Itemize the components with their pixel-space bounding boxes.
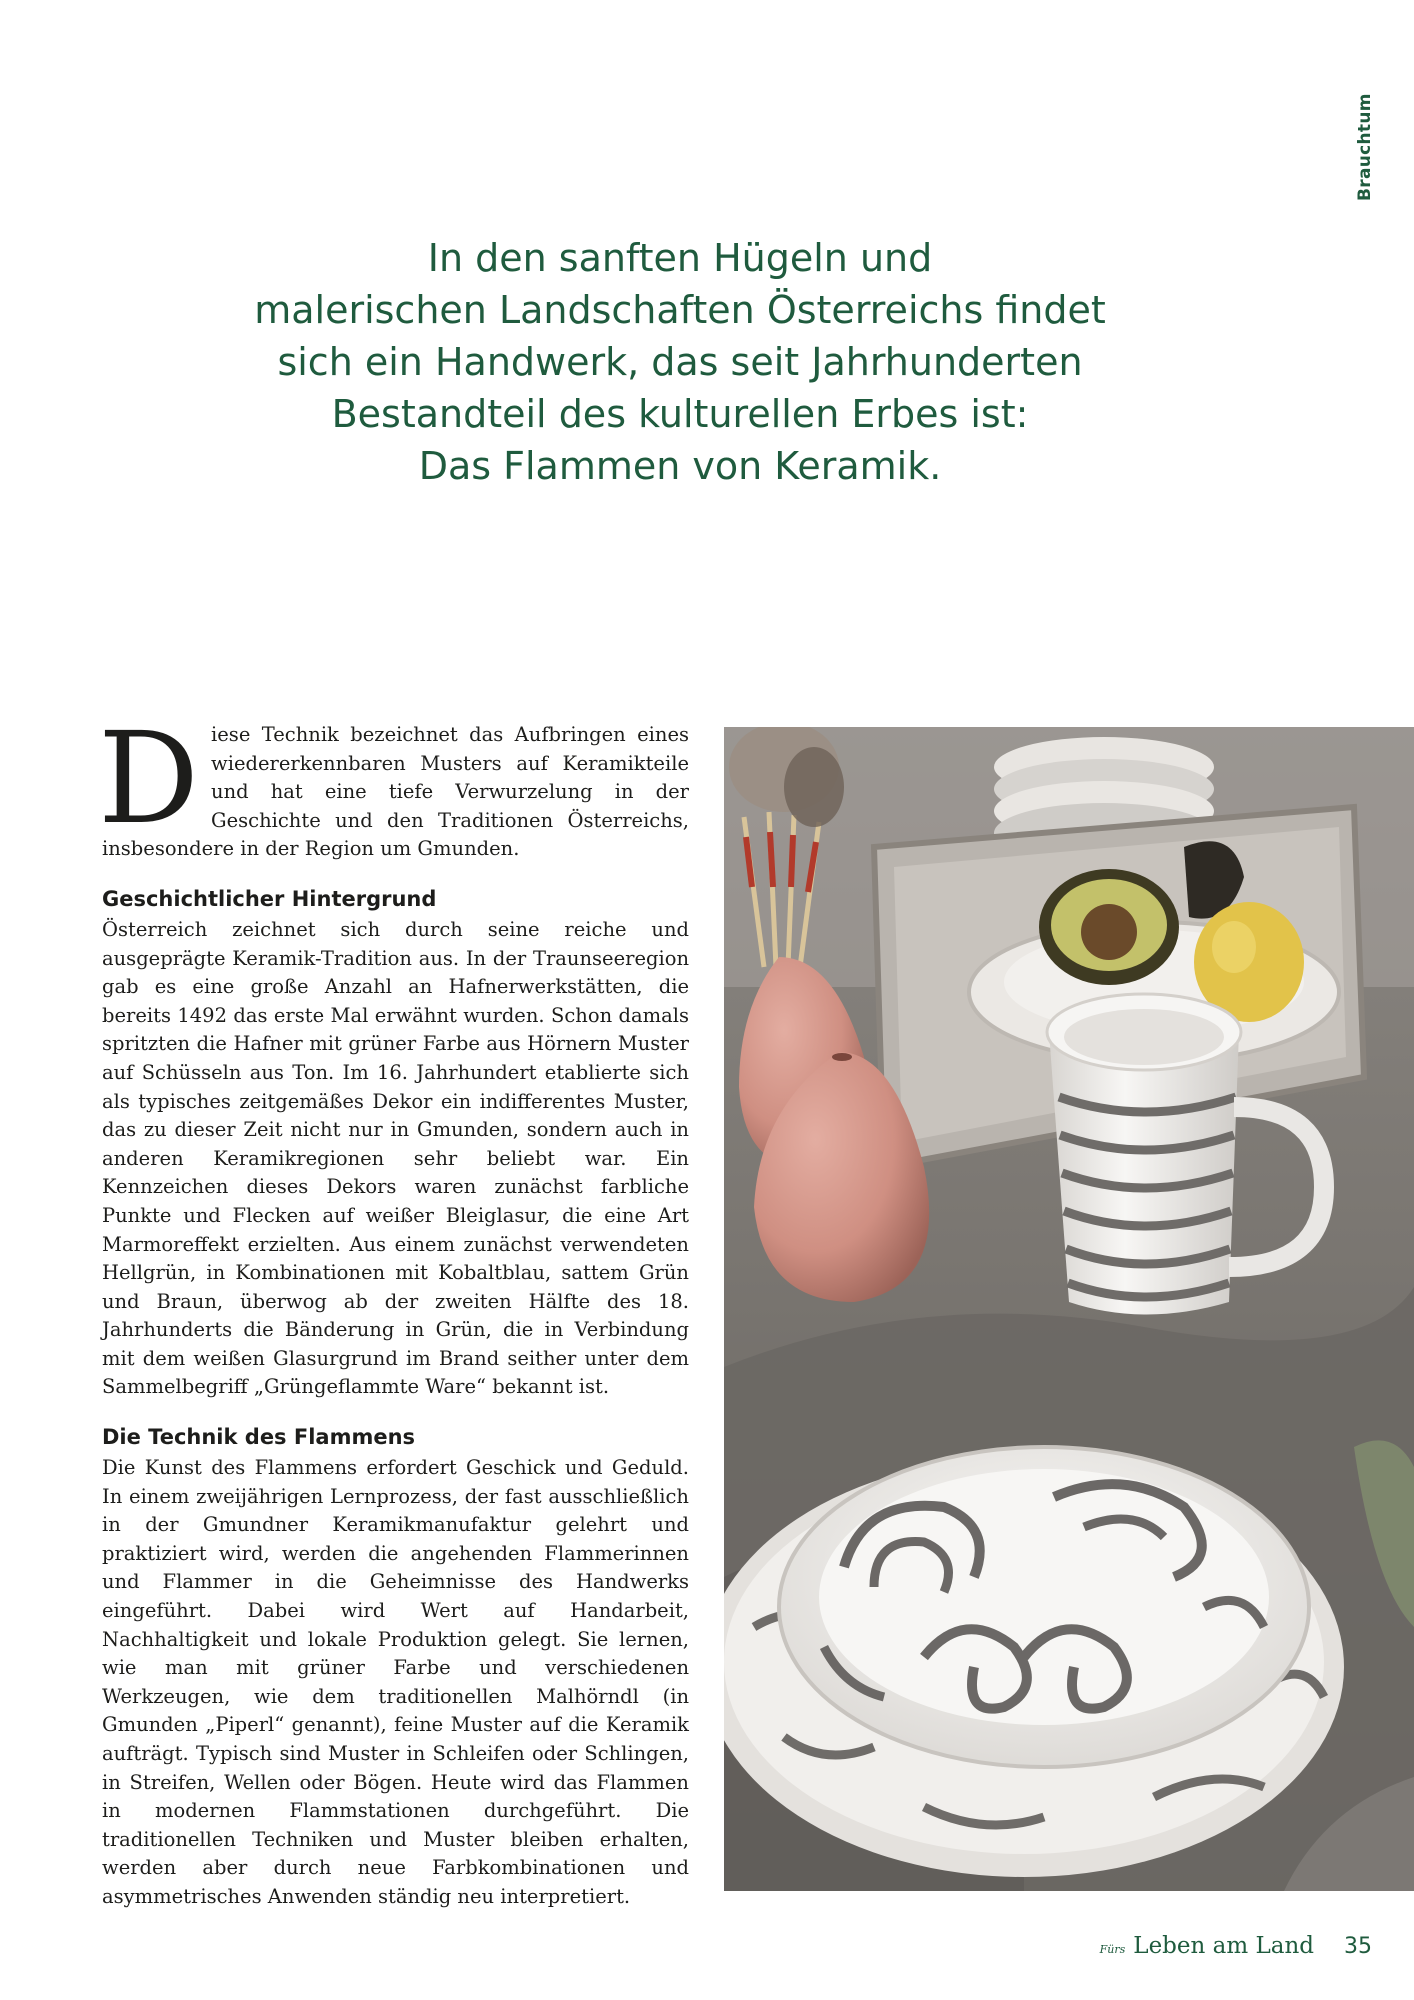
drop-cap: D — [98, 705, 200, 852]
section-heading-technique: Die Technik des Flammens — [102, 1425, 416, 1450]
lead-paragraph — [98, 705, 689, 864]
article-column — [98, 705, 689, 1912]
intro-line: sich ein Handwerk, das seit Jahrhunderten — [277, 340, 1083, 384]
lead-text: iese Technik bezeichnet das Aufbringen eines wiedererkennbaren Musters auf Keramikteile und hat eine tiefe Verwurzelung in der Geschichte und den Traditionen Österreichs, insbesondere in der Region um Gmunden. — [102, 723, 689, 861]
intro-line: Das Flammen von Keramik. — [418, 444, 942, 488]
flamed-bowl — [779, 1447, 1309, 1767]
brand-name: Leben am Land — [1133, 1933, 1314, 1959]
intro-line: Bestandteil des kulturellen Erbes ist: — [331, 392, 1029, 436]
brand-prefix: Fürs — [1099, 1943, 1126, 1956]
ceramics-photo — [724, 727, 1414, 1891]
page-footer — [1100, 1933, 1372, 1967]
intro-line: malerischen Landschaften Österreichs findet — [254, 288, 1106, 332]
section-heading-history: Geschichtlicher Hintergrund — [102, 886, 437, 911]
intro-line: In den sanften Hügeln und — [427, 236, 933, 280]
section-text-technique: Die Kunst des Flammens erfordert Geschick und Geduld. In einem zweijährigen Lernprozess, der fast ausschließlich in der Gmundner Keramikmanufaktur gelehrt und praktiziert wird, werden die angehenden Flammerinnen und Flammer in die Geheimnisse des Handwerks eingeführt. Dabei wird Wert auf Handarbeit, Nachhaltigkeit und lokale Produktion gelegt. Sie lernen, wie man mit grüner Farbe und verschiedenen Werkzeugen, wie dem traditionellen Malhörndl (in Gmunden „Piperl“ genannt), feine Muster auf die Keramik aufträgt. Typisch sind Muster in Schleifen oder Schlingen, in Streifen, Wellen oder Bögen. Heute wird das Flammen in modernen Flammstationen durchgeführt. Die traditionellen Techniken und Muster bleiben erhalten, werden aber durch neue Farbkombinationen und asymmetrisches Anwenden ständig neu interpretiert. — [102, 1456, 689, 1908]
intro-headline — [230, 232, 1130, 492]
section-label: Brauchtum — [1355, 93, 1375, 202]
section-text-history: Österreich zeichnet sich durch seine reiche und ausgeprägte Keramik-Tradition aus. In der Traunseeregion gab es eine große Anzahl an Hafnerwerkstätten, die bereits 1492 das erste Mal erwähnt wurden. Schon damals spritzten die Hafner mit grüner Farbe aus Hörnern Muster auf Schüsseln aus Ton. Im 16. Jahrhundert etablierte sich als typisches zeitgemäßes Dekor ein indifferentes Muster, das zu dieser Zeit nicht nur in Gmunden, sondern auch in anderen Keramikregionen sehr beliebt war. Ein Kennzeichen dieses Dekors waren zunächst farbliche Punkte und Flecken auf weißer Bleiglasur, die eine Art Marmoreffekt erzielten. Aus einem zunächst verwendeten Hellgrün, in Kombinationen mit Kobaltblau, sattem Grün und Braun, überwog ab der zweiten Hälfte des 18. Jahrhunderts die Bänderung in Grün, die in Verbindung mit dem weißen Glasurgrund im Brand seither unter dem Sammelbegriff „Grüngeflammte Ware“ bekannt ist. — [102, 917, 689, 1399]
page-number: 35 — [1344, 1934, 1372, 1959]
